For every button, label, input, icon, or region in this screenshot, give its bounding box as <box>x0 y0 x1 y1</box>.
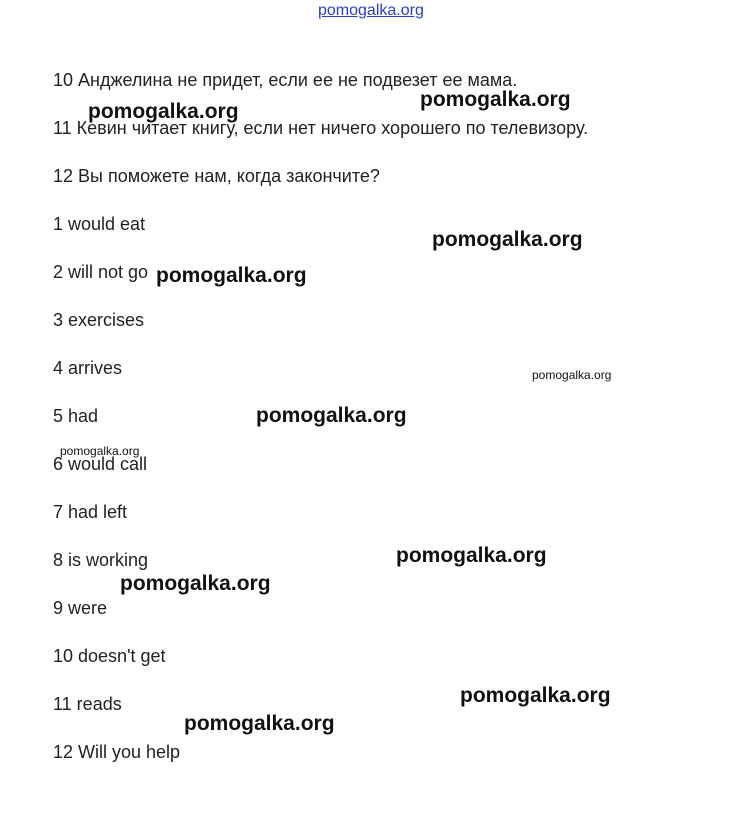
answer-line: 10 doesn't get <box>53 646 166 666</box>
text-line: 12 Вы поможете нам, когда закончите? <box>53 166 380 186</box>
text-line: 10 Анджелина не придет, если ее не подвезет ее мама. <box>53 70 518 90</box>
header-watermark[interactable]: pomogalka.org <box>318 2 424 19</box>
answer-line: 8 is working <box>53 550 149 570</box>
watermark: pomogalka.org <box>396 544 547 567</box>
watermark: pomogalka.org <box>88 100 239 123</box>
answer-line: 3 exercises <box>53 310 145 330</box>
answer-line: 6 would call <box>53 454 148 474</box>
watermark: pomogalka.org <box>256 404 407 427</box>
watermark: pomogalka.org <box>532 368 612 382</box>
answer-line: 7 had left <box>53 502 128 522</box>
watermark: pomogalka.org <box>184 712 335 735</box>
answer-line: 11 reads <box>53 694 122 714</box>
text-line: 11 Кевин читает книгу, если нет ничего хорошего по телевизору. <box>53 118 589 138</box>
watermark: pomogalka.org <box>60 444 140 458</box>
watermark: pomogalka.org <box>420 88 571 111</box>
watermark: pomogalka.org <box>432 228 583 251</box>
answer-line: 2 will not go <box>53 262 149 282</box>
answer-line: 9 were <box>53 598 108 618</box>
answer-line: 12 Will you help <box>53 742 181 762</box>
answer-line: 4 arrives <box>53 358 123 378</box>
answer-line: 1 would eat <box>53 214 146 234</box>
watermark: pomogalka.org <box>156 264 307 287</box>
watermark: pomogalka.org <box>120 572 271 595</box>
answer-line: 5 had <box>53 406 99 426</box>
watermark: pomogalka.org <box>460 684 611 707</box>
